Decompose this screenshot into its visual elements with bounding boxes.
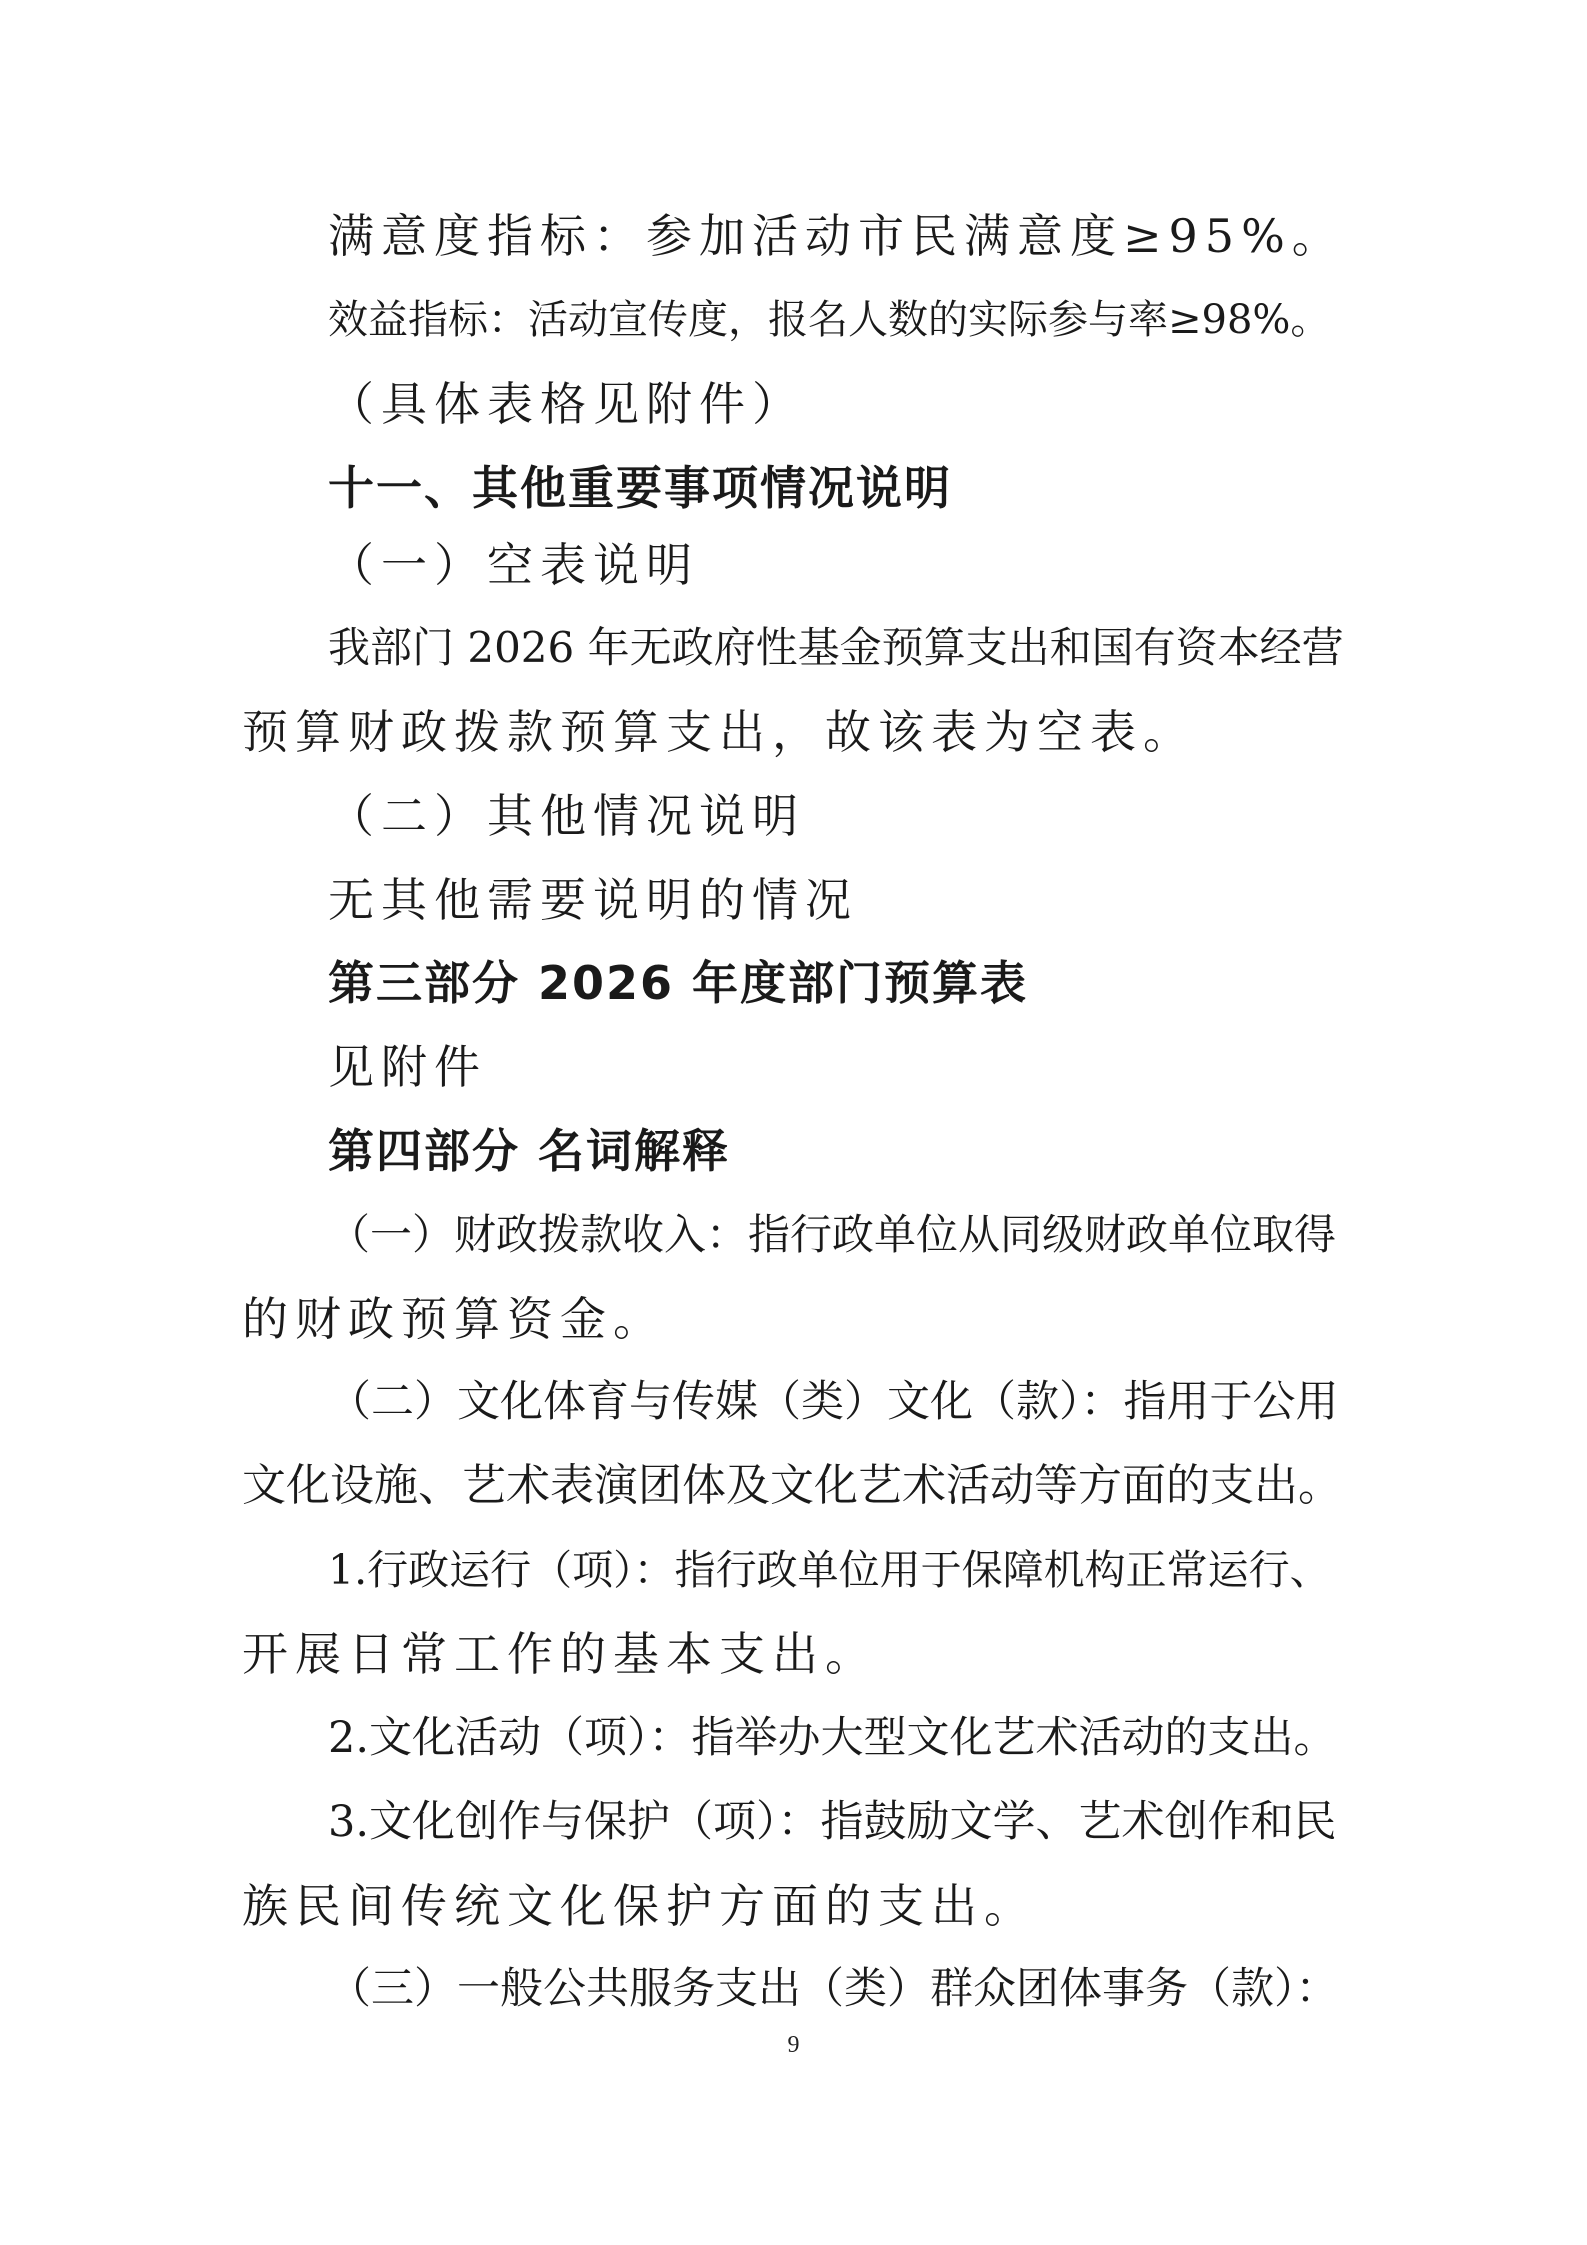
- part-four-heading: 第四部分 名词解释: [328, 1124, 731, 1178]
- subheading-empty-table: （一）空表说明: [328, 538, 699, 592]
- paragraph-line: 文化设施、艺术表演团体及文化艺术活动等方面的支出。: [242, 1460, 1342, 1511]
- subheading-other-notes: （二）其他情况说明: [328, 789, 805, 843]
- paragraph-line: （三）一般公共服务支出（类）群众团体事务（款）：: [328, 1964, 1339, 2014]
- page-number: 9: [787, 2032, 800, 2058]
- paragraph-line: （一）财政拨款收入：指行政单位从同级财政单位取得: [328, 1210, 1337, 1259]
- paragraph-line: 的财政预算资金。: [242, 1292, 666, 1346]
- paragraph-line: 3.文化创作与保护（项）：指鼓励文学、艺术创作和民: [328, 1797, 1337, 1847]
- paragraph-line: 2.文化活动（项）：指举办大型文化艺术活动的支出。: [328, 1713, 1337, 1763]
- paragraph-line: 1.行政运行（项）：指行政单位用于保障机构正常运行、: [328, 1546, 1331, 1594]
- part-three-heading: 第三部分 2026 年度部门预算表: [328, 956, 1029, 1010]
- paragraph-line: 族民间传统文化保护方面的支出。: [242, 1879, 1037, 1933]
- attachment-note: （具体表格见附件）: [328, 377, 805, 431]
- benefit-indicator: 效益指标：活动宣传度，报名人数的实际参与率≥98%。: [328, 297, 1331, 343]
- paragraph-line: 我部门 2026 年无政府性基金预算支出和国有资本经营: [328, 623, 1344, 672]
- paragraph-line: 开展日常工作的基本支出。: [242, 1627, 878, 1681]
- paragraph-line: 无其他需要说明的情况: [328, 873, 858, 927]
- satisfaction-indicator: 满意度指标：参加活动市民满意度≥95%。: [328, 209, 1345, 263]
- paragraph-line: 见附件: [328, 1040, 487, 1094]
- paragraph-line: （二）文化体育与传媒（类）文化（款）：指用于公用: [328, 1377, 1339, 1427]
- section-heading-eleven: 十一、其他重要事项情况说明: [328, 461, 952, 515]
- paragraph-line: 预算财政拨款预算支出，故该表为空表。: [242, 705, 1196, 759]
